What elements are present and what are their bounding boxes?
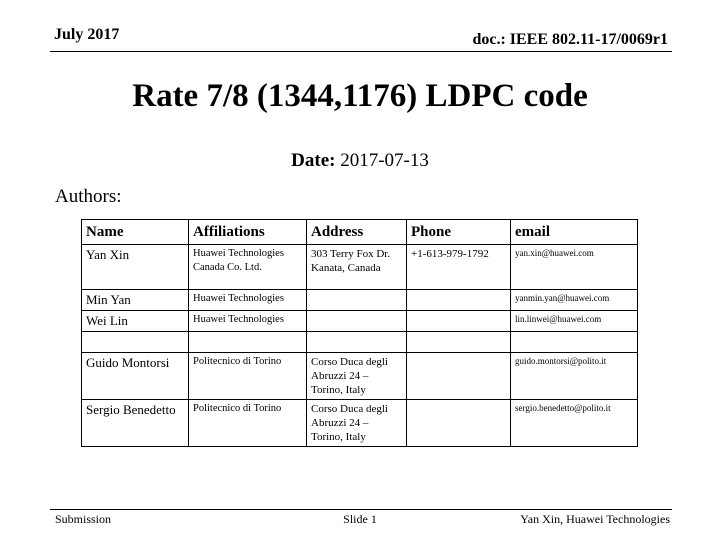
author-affiliation: Huawei Technologies — [189, 311, 307, 332]
authors-label: Authors: — [55, 186, 122, 207]
author-phone — [407, 353, 511, 400]
date-label: Date: — [291, 150, 336, 171]
author-email: yanmin.yan@huawei.com — [511, 290, 638, 311]
authors-table — [81, 219, 638, 447]
author-affiliation: Huawei Technologies — [189, 290, 307, 311]
column-header-phone: Phone — [407, 220, 511, 245]
table-row — [82, 311, 638, 332]
footer-submission: Submission — [55, 512, 112, 526]
author-address — [307, 290, 407, 311]
author-email: yan.xin@huawei.com — [511, 245, 638, 290]
author-email: lin.linwei@huawei.com — [511, 311, 638, 332]
author-name: Sergio Benedetto — [82, 400, 189, 447]
column-header-name: Name — [82, 220, 189, 245]
table-row — [82, 290, 638, 311]
author-phone — [407, 311, 511, 332]
header-divider — [50, 51, 672, 52]
author-affiliation: Huawei Technologies Canada Co. Ltd. — [189, 245, 307, 290]
footer-author: Yan Xin, Huawei Technologies — [520, 512, 670, 526]
author-affiliation: Politecnico di Torino — [189, 353, 307, 400]
column-header-address: Address — [307, 220, 407, 245]
author-address — [307, 332, 407, 353]
author-email — [511, 332, 638, 353]
footer-divider — [50, 509, 672, 510]
date-line — [0, 150, 720, 172]
author-address: 303 Terry Fox Dr. Kanata, Canada — [307, 245, 407, 290]
column-header-email: email — [511, 220, 638, 245]
author-phone: +1-613-979-1792 — [407, 245, 511, 290]
author-affiliation: Politecnico di Torino — [189, 400, 307, 447]
author-name: Min Yan — [82, 290, 189, 311]
footer-slide-number: Slide 1 — [343, 512, 377, 526]
author-address — [307, 311, 407, 332]
table-row — [82, 400, 638, 447]
slide-title: Rate 7/8 (1344,1176) LDPC code — [132, 78, 588, 114]
column-header-affiliations: Affiliations — [189, 220, 307, 245]
author-name: Yan Xin — [82, 245, 189, 290]
date-value: 2017-07-13 — [340, 150, 429, 171]
author-name: Wei Lin — [82, 311, 189, 332]
author-name — [82, 332, 189, 353]
table-row — [82, 332, 638, 353]
author-address: Corso Duca degli Abruzzi 24 – Torino, Italy — [307, 400, 407, 447]
author-phone — [407, 332, 511, 353]
table-header-row — [82, 220, 638, 245]
header-doc-id: doc.: IEEE 802.11-17/0069r1 — [472, 31, 668, 48]
author-email: guido.montorsi@polito.it — [511, 353, 638, 400]
author-address: Corso Duca degli Abruzzi 24 – Torino, Italy — [307, 353, 407, 400]
author-email: sergio.benedetto@polito.it — [511, 400, 638, 447]
author-phone — [407, 400, 511, 447]
author-name: Guido Montorsi — [82, 353, 189, 400]
header-date: July 2017 — [54, 26, 120, 43]
table-row — [82, 245, 638, 290]
author-phone — [407, 290, 511, 311]
table-row — [82, 353, 638, 400]
author-affiliation — [189, 332, 307, 353]
